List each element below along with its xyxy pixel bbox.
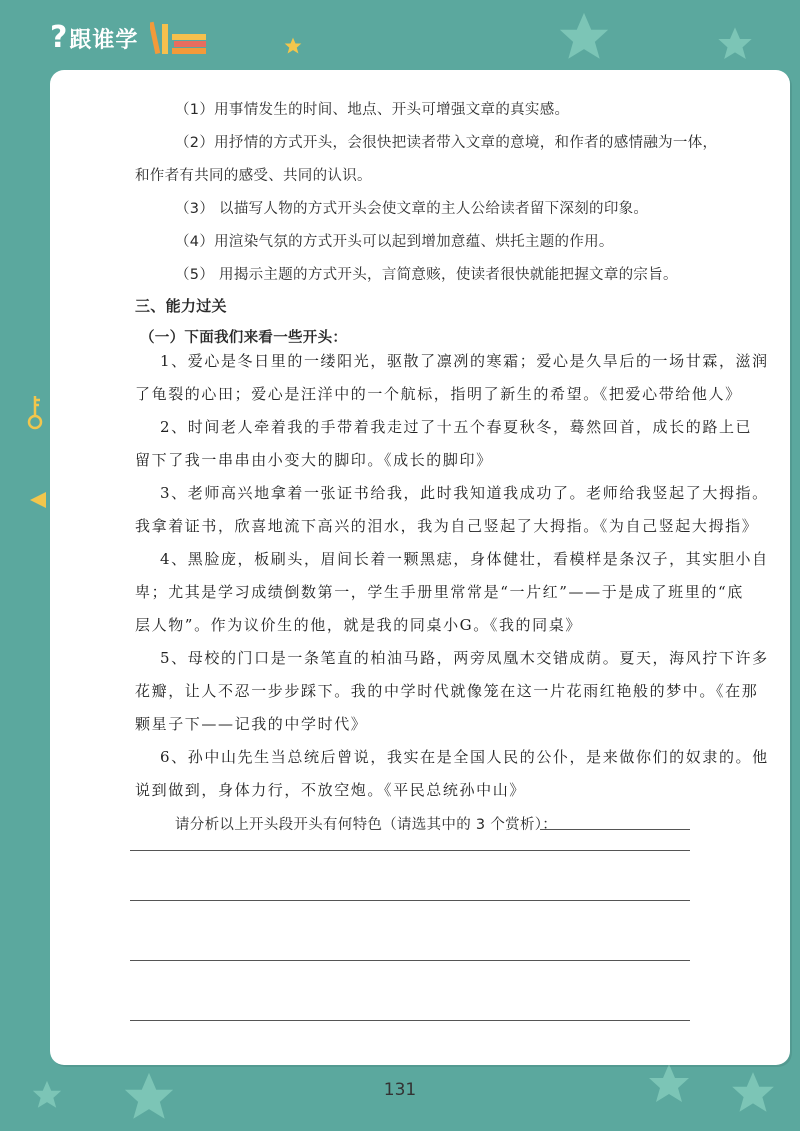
key-icon [24, 392, 46, 432]
example-line: 2、时间老人牵着我的手带着我走过了十五个春夏秋冬，蓦然回首，成长的路上已 [160, 418, 753, 436]
sub-title: （一）下面我们来看一些开头： [140, 330, 348, 346]
books-icon [150, 18, 210, 58]
example-line: 颗星子下——记我的中学时代》 [135, 715, 368, 733]
method-1: （1）用事情发生的时间、地点、开头可增强文章的真实感。 [175, 102, 570, 118]
example-line: 花瓣，让人不忍一步步踩下。我的中学时代就像笼在这一片花雨红艳般的梦中。《在那 [135, 682, 759, 700]
example-line: 我拿着证书，欣喜地流下高兴的泪水，我为自己竖起了大拇指。《为自己竖起大拇指》 [135, 517, 759, 535]
method-5: （5） 用揭示主题的方式开头，言简意赅，使读者很快就能把握文章的宗旨。 [175, 267, 678, 283]
example-line: 3、老师高兴地拿着一张证书给我，此时我知道我成功了。老师给我竖起了大拇指。 [160, 484, 769, 502]
triangle-icon [28, 490, 48, 510]
method-4: （4）用渲染气氛的方式开头可以起到增加意蕴、烘托主题的作用。 [175, 234, 614, 250]
method-3: （3） 以描写人物的方式开头会使文章的主人公给读者留下深刻的印象。 [175, 201, 649, 217]
example-line: 层人物”。作为议价生的他，就是我的同桌小G。《我的同桌》 [135, 616, 582, 634]
answer-line[interactable] [130, 1020, 690, 1021]
answer-line[interactable] [130, 960, 690, 961]
brand-title: 跟谁学 [69, 27, 139, 53]
question-mark-icon: ? [50, 20, 68, 55]
method-2-cont: 和作者有共同的感受、共同的认识。 [135, 168, 372, 184]
method-2: （2）用抒情的方式开头，会很快把读者带入文章的意境，和作者的感情融为一体， [175, 135, 718, 151]
example-line: 1、爱心是冬日里的一缕阳光，驱散了凛冽的寒霜；爱心是久旱后的一场甘霖，滋润 [160, 352, 769, 370]
answer-line[interactable] [540, 829, 690, 830]
page-number: 131 [383, 1080, 417, 1100]
example-line: 说到做到，身体力行，不放空炮。《平民总统孙中山》 [135, 781, 526, 799]
answer-line[interactable] [130, 850, 690, 851]
question-text: 请分析以上开头段开头有何特色（请选其中的 3 个赏析）： [175, 817, 558, 833]
header [50, 18, 210, 58]
example-line: 了龟裂的心田；爱心是汪洋中的一个航标，指明了新生的希望。《把爱心带给他人》 [135, 385, 742, 403]
star-icon [283, 36, 303, 56]
section-title: 三、能力过关 [135, 297, 227, 315]
example-line: 6、孙中山先生当总统后曾说，我实在是全国人民的公仆，是来做你们的奴隶的。他 [160, 748, 769, 766]
example-line: 4、黑脸庞，板刷头，眉间长着一颗黑痣，身体健壮，看模样是条汉子，其实胆小自 [160, 550, 769, 568]
example-line: 卑；尤其是学习成绩倒数第一，学生手册里常常是“一片红”——于是成了班里的“底 [135, 583, 744, 601]
answer-line[interactable] [130, 900, 690, 901]
example-line: 留下了我一串串由小变大的脚印。《成长的脚印》 [135, 451, 493, 469]
example-line: 5、母校的门口是一条笔直的柏油马路，两旁凤凰木交错成荫。夏天，海风拧下许多 [160, 649, 769, 667]
star-icon [715, 24, 755, 64]
star-icon [555, 8, 613, 66]
